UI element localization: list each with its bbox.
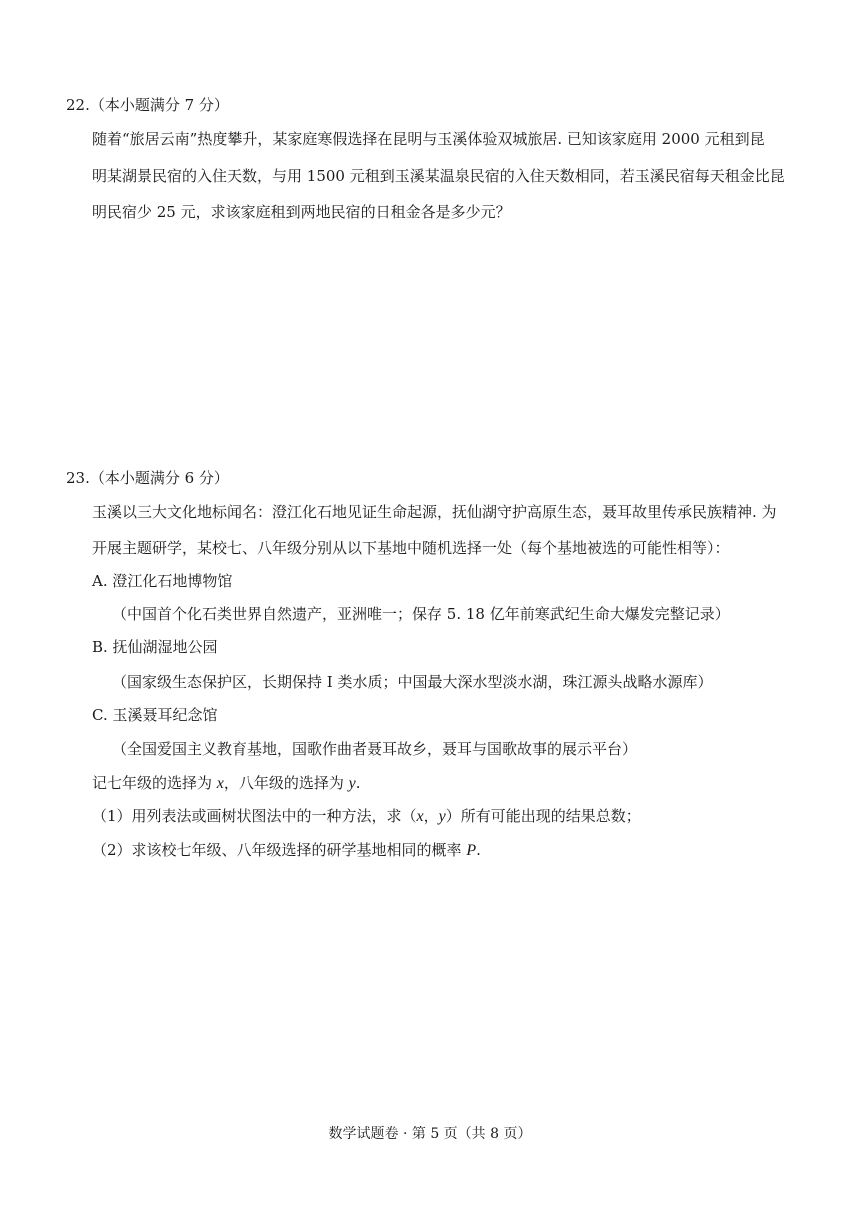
part1-comma: ， <box>423 807 439 825</box>
option-b-label: B. 抚仙湖湿地公园 <box>92 638 218 656</box>
option-a-note: （中国首个化石类世界自然遗产，亚洲唯一；保存 5. 18 亿年前寒武纪生命大爆发完整记录） <box>112 605 730 623</box>
part1-variable-x: x <box>416 808 424 825</box>
option-a-label: A. 澄江化石地博物馆 <box>92 572 233 590</box>
notation-pre: 记七年级的选择为 <box>92 774 217 792</box>
notation-post: . <box>355 774 361 792</box>
q23-intro-line-2: 开展主题研学，某校七、八年级分别从以下基地中随机选择一处（每个基地被选的可能性相等）： <box>92 539 730 557</box>
q23-part-1 <box>92 806 641 827</box>
q23-notation <box>92 773 361 794</box>
page-footer: 数学试题卷 · 第 5 页（共 8 页） <box>328 1126 532 1142</box>
variable-x: x <box>216 775 224 792</box>
option-c-note: （全国爱国主义教育基地，国歌作曲者聂耳故乡，聂耳与国歌故事的展示平台） <box>112 740 638 758</box>
q22-line-1: 随着“旅居云南”热度攀升，某家庭寒假选择在昆明与玉溪体验双城旅居. 已知该家庭用 2000 元租到昆 <box>92 130 765 148</box>
variable-p: P <box>466 842 477 859</box>
q23-intro-line-1: 玉溪以三大文化地标闻名：澄江化石地见证生命起源，抚仙湖守护高原生态，聂耳故里传承民族精神. 为 <box>92 503 777 521</box>
q22-line-3: 明民宿少 25 元，求该家庭租到两地民宿的日租金各是多少元？ <box>92 203 511 221</box>
part1-post: ）所有可能出现的结果总数； <box>445 807 641 825</box>
part2-pre: （2）求该校七年级、八年级选择的研学基地相同的概率 <box>92 841 467 859</box>
q22-line-2: 明某湖景民宿的入住天数，与用 1500 元租到玉溪某温泉民宿的入住天数相同，若玉溪民宿每天租金比昆 <box>92 167 785 185</box>
option-c-label: C. 玉溪聂耳纪念馆 <box>92 706 218 724</box>
q22-header: 22.（本小题满分 7 分） <box>66 96 229 114</box>
notation-mid: ，八年级的选择为 <box>223 774 349 792</box>
part1-pre: （1）用列表法或画树状图法中的一种方法，求（ <box>92 807 417 825</box>
q23-header: 23.（本小题满分 6 分） <box>66 469 229 487</box>
variable-y: y <box>348 775 356 792</box>
part2-post: . <box>476 841 481 859</box>
q23-part-2 <box>92 840 481 861</box>
part1-variable-y: y <box>438 808 446 825</box>
option-b-note: （国家级生态保护区，长期保持 Ⅰ 类水质；中国最大深水型淡水湖，珠江源头战略水源库） <box>112 673 713 691</box>
